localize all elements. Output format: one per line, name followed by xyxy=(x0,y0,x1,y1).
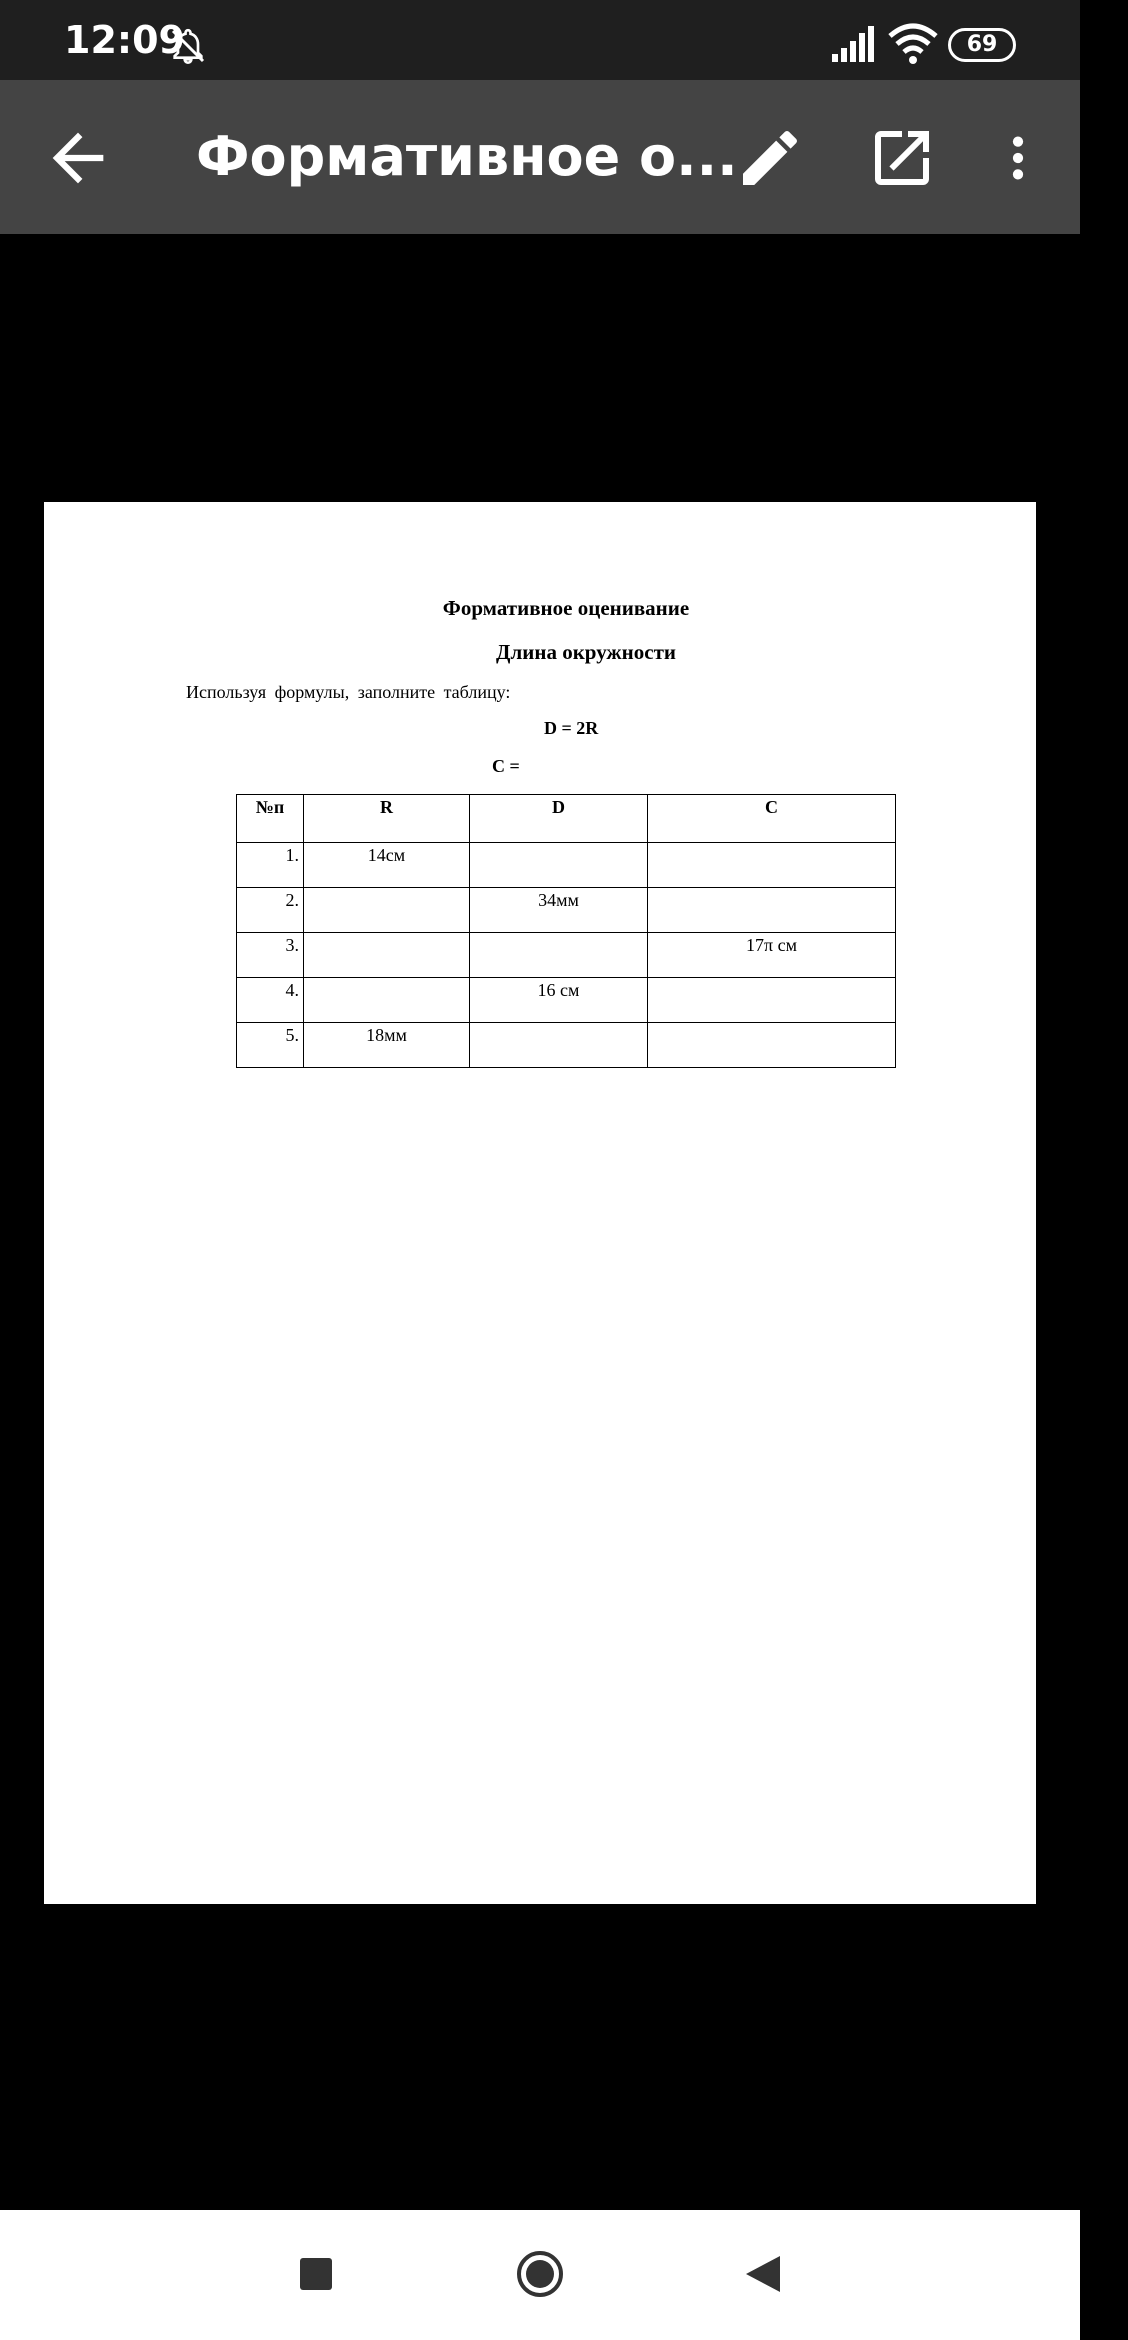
pencil-icon[interactable] xyxy=(734,122,806,194)
status-bar xyxy=(0,0,1080,80)
table-cell xyxy=(304,888,470,933)
table-cell xyxy=(470,843,648,888)
document-instruction: Используя формулы, заполните таблицу: xyxy=(186,682,511,702)
more-vert-icon[interactable] xyxy=(990,122,1046,194)
table-cell xyxy=(470,1023,648,1068)
table-row xyxy=(237,1023,896,1068)
data-table xyxy=(236,794,896,1068)
table-row xyxy=(237,888,896,933)
header-cell-number: №п xyxy=(237,795,304,843)
table-header-row xyxy=(237,795,896,843)
table-cell xyxy=(470,933,648,978)
signal-icon xyxy=(832,24,874,62)
status-time: 12:09 xyxy=(64,18,185,62)
table-cell xyxy=(304,933,470,978)
header-cell-r: R xyxy=(304,795,470,843)
table-cell: 1. xyxy=(237,843,304,888)
table-cell xyxy=(648,978,896,1023)
header-cell-d: D xyxy=(470,795,648,843)
table-cell: 34мм xyxy=(470,888,648,933)
table-cell xyxy=(304,978,470,1023)
navigation-bar xyxy=(0,2210,1080,2340)
open-in-new-icon[interactable] xyxy=(866,122,938,194)
table-row xyxy=(237,933,896,978)
battery-icon: 69 xyxy=(948,28,1016,62)
bell-off-icon xyxy=(168,26,208,66)
table-row xyxy=(237,978,896,1023)
wifi-icon xyxy=(888,22,938,66)
document-title: Формативное оценивание xyxy=(442,596,690,620)
table-cell: 16 см xyxy=(470,978,648,1023)
formula-d: D = 2R xyxy=(544,718,599,738)
document-viewer[interactable] xyxy=(0,234,1080,2210)
table-cell xyxy=(648,888,896,933)
table-cell xyxy=(648,843,896,888)
table-cell: 3. xyxy=(237,933,304,978)
recent-apps-icon[interactable] xyxy=(300,2258,332,2290)
document-page xyxy=(44,502,1036,1904)
table-cell: 18мм xyxy=(304,1023,470,1068)
table-cell: 4. xyxy=(237,978,304,1023)
table-cell: 14см xyxy=(304,843,470,888)
table-cell: 2. xyxy=(237,888,304,933)
table-cell: 5. xyxy=(237,1023,304,1068)
table-row xyxy=(237,843,896,888)
arrow-back-icon[interactable] xyxy=(40,120,116,196)
table-cell: 17π см xyxy=(648,933,896,978)
formula-c: С = xyxy=(492,756,520,776)
document-subtitle: Длина окружности xyxy=(496,640,676,664)
page-title: Формативное о... xyxy=(196,125,738,188)
home-icon[interactable] xyxy=(516,2250,564,2298)
app-bar xyxy=(0,80,1080,234)
back-triangle-icon[interactable] xyxy=(744,2254,782,2294)
header-cell-c: C xyxy=(648,795,896,843)
table-cell xyxy=(648,1023,896,1068)
